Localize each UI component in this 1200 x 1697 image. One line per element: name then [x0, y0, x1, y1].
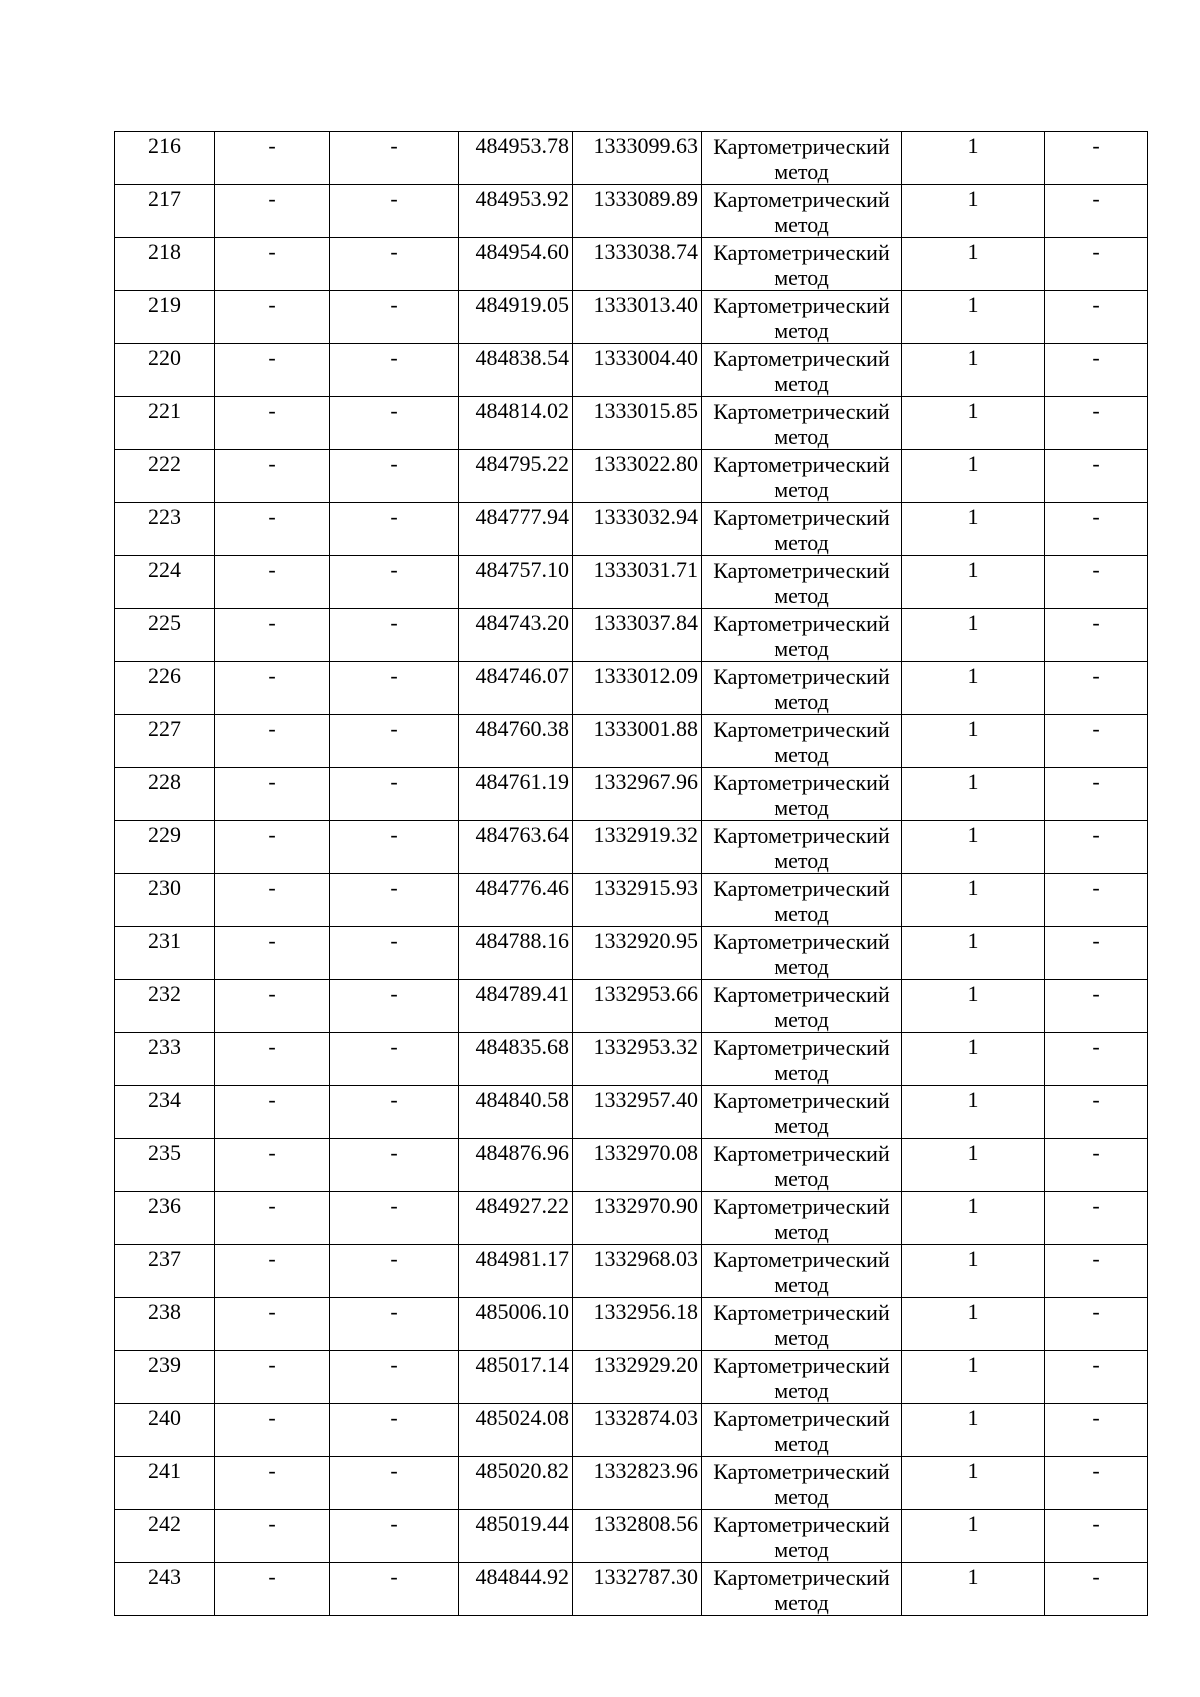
empty-value-cell: -: [215, 556, 330, 609]
empty-value-cell: -: [330, 1457, 459, 1510]
point-number-cell: 243: [115, 1563, 215, 1616]
table-row: [115, 1086, 1148, 1139]
table-row: [115, 344, 1148, 397]
accuracy-cell: 1: [902, 291, 1045, 344]
accuracy-cell: 1: [902, 980, 1045, 1033]
method-cell: Картометрический метод: [702, 1510, 902, 1563]
coordinate-y-cell: 1333001.88: [573, 715, 702, 768]
note-cell: -: [1045, 450, 1148, 503]
note-cell: -: [1045, 132, 1148, 185]
empty-value-cell: -: [215, 980, 330, 1033]
method-cell: Картометрический метод: [702, 1033, 902, 1086]
empty-value-cell: -: [330, 185, 459, 238]
method-cell: Картометрический метод: [702, 185, 902, 238]
coordinates-table: [114, 131, 1148, 1616]
empty-value-cell: -: [330, 1139, 459, 1192]
empty-value-cell: -: [215, 715, 330, 768]
coordinate-y-cell: 1333004.40: [573, 344, 702, 397]
accuracy-cell: 1: [902, 715, 1045, 768]
note-cell: -: [1045, 1404, 1148, 1457]
table-row: [115, 821, 1148, 874]
accuracy-cell: 1: [902, 1139, 1045, 1192]
coordinate-x-cell: 484981.17: [459, 1245, 573, 1298]
accuracy-cell: 1: [902, 397, 1045, 450]
note-cell: -: [1045, 927, 1148, 980]
table-row: [115, 1139, 1148, 1192]
empty-value-cell: -: [330, 768, 459, 821]
empty-value-cell: -: [330, 450, 459, 503]
accuracy-cell: 1: [902, 1192, 1045, 1245]
coordinate-y-cell: 1333012.09: [573, 662, 702, 715]
method-cell: Картометрический метод: [702, 1298, 902, 1351]
accuracy-cell: 1: [902, 927, 1045, 980]
coordinate-x-cell: 484777.94: [459, 503, 573, 556]
method-cell: Картометрический метод: [702, 1086, 902, 1139]
coordinate-x-cell: 484844.92: [459, 1563, 573, 1616]
point-number-cell: 232: [115, 980, 215, 1033]
coordinate-y-cell: 1332808.56: [573, 1510, 702, 1563]
note-cell: -: [1045, 238, 1148, 291]
coordinate-x-cell: 484789.41: [459, 980, 573, 1033]
empty-value-cell: -: [215, 1457, 330, 1510]
note-cell: -: [1045, 291, 1148, 344]
table-row: [115, 1351, 1148, 1404]
empty-value-cell: -: [215, 768, 330, 821]
accuracy-cell: 1: [902, 344, 1045, 397]
empty-value-cell: -: [330, 821, 459, 874]
coordinate-y-cell: 1333032.94: [573, 503, 702, 556]
table-row: [115, 503, 1148, 556]
empty-value-cell: -: [330, 609, 459, 662]
empty-value-cell: -: [330, 1404, 459, 1457]
empty-value-cell: -: [330, 1351, 459, 1404]
method-cell: Картометрический метод: [702, 1404, 902, 1457]
coordinate-y-cell: 1333031.71: [573, 556, 702, 609]
table-row: [115, 662, 1148, 715]
method-cell: Картометрический метод: [702, 291, 902, 344]
coordinate-y-cell: 1333015.85: [573, 397, 702, 450]
point-number-cell: 226: [115, 662, 215, 715]
empty-value-cell: -: [330, 238, 459, 291]
point-number-cell: 231: [115, 927, 215, 980]
method-cell: Картометрический метод: [702, 715, 902, 768]
coordinate-y-cell: 1332919.32: [573, 821, 702, 874]
coordinate-y-cell: 1332915.93: [573, 874, 702, 927]
point-number-cell: 230: [115, 874, 215, 927]
table-row: [115, 874, 1148, 927]
empty-value-cell: -: [330, 503, 459, 556]
point-number-cell: 227: [115, 715, 215, 768]
table-row: [115, 1457, 1148, 1510]
point-number-cell: 217: [115, 185, 215, 238]
coordinate-y-cell: 1332787.30: [573, 1563, 702, 1616]
empty-value-cell: -: [330, 132, 459, 185]
table-row: [115, 185, 1148, 238]
table-row: [115, 556, 1148, 609]
accuracy-cell: 1: [902, 1298, 1045, 1351]
coordinate-y-cell: 1332823.96: [573, 1457, 702, 1510]
note-cell: -: [1045, 1563, 1148, 1616]
empty-value-cell: -: [215, 1298, 330, 1351]
accuracy-cell: 1: [902, 1245, 1045, 1298]
point-number-cell: 228: [115, 768, 215, 821]
coordinate-x-cell: 484835.68: [459, 1033, 573, 1086]
method-cell: Картометрический метод: [702, 1457, 902, 1510]
method-cell: Картометрический метод: [702, 1351, 902, 1404]
coordinate-x-cell: 484927.22: [459, 1192, 573, 1245]
empty-value-cell: -: [330, 662, 459, 715]
note-cell: -: [1045, 1298, 1148, 1351]
accuracy-cell: 1: [902, 1086, 1045, 1139]
table-row: [115, 238, 1148, 291]
accuracy-cell: 1: [902, 609, 1045, 662]
empty-value-cell: -: [215, 185, 330, 238]
note-cell: -: [1045, 397, 1148, 450]
table-row: [115, 1298, 1148, 1351]
empty-value-cell: -: [330, 556, 459, 609]
empty-value-cell: -: [330, 1086, 459, 1139]
empty-value-cell: -: [330, 291, 459, 344]
accuracy-cell: 1: [902, 1351, 1045, 1404]
method-cell: Картометрический метод: [702, 980, 902, 1033]
coordinate-y-cell: 1333013.40: [573, 291, 702, 344]
point-number-cell: 218: [115, 238, 215, 291]
table-row: [115, 132, 1148, 185]
coordinate-y-cell: 1333037.84: [573, 609, 702, 662]
note-cell: -: [1045, 609, 1148, 662]
empty-value-cell: -: [215, 450, 330, 503]
point-number-cell: 238: [115, 1298, 215, 1351]
point-number-cell: 225: [115, 609, 215, 662]
point-number-cell: 224: [115, 556, 215, 609]
empty-value-cell: -: [330, 1245, 459, 1298]
empty-value-cell: -: [215, 1404, 330, 1457]
empty-value-cell: -: [330, 1192, 459, 1245]
note-cell: -: [1045, 344, 1148, 397]
coordinate-x-cell: 485020.82: [459, 1457, 573, 1510]
table-row: [115, 450, 1148, 503]
accuracy-cell: 1: [902, 1510, 1045, 1563]
accuracy-cell: 1: [902, 1563, 1045, 1616]
note-cell: -: [1045, 503, 1148, 556]
method-cell: Картометрический метод: [702, 397, 902, 450]
coordinate-x-cell: 485006.10: [459, 1298, 573, 1351]
coordinate-y-cell: 1333038.74: [573, 238, 702, 291]
coordinate-x-cell: 484919.05: [459, 291, 573, 344]
coordinate-x-cell: 484840.58: [459, 1086, 573, 1139]
coordinate-y-cell: 1333099.63: [573, 132, 702, 185]
coordinate-x-cell: 484757.10: [459, 556, 573, 609]
coordinate-x-cell: 484746.07: [459, 662, 573, 715]
coordinate-y-cell: 1332874.03: [573, 1404, 702, 1457]
note-cell: -: [1045, 662, 1148, 715]
coordinate-x-cell: 485019.44: [459, 1510, 573, 1563]
table-row: [115, 715, 1148, 768]
coordinate-x-cell: 484953.92: [459, 185, 573, 238]
empty-value-cell: -: [215, 1563, 330, 1616]
note-cell: -: [1045, 556, 1148, 609]
empty-value-cell: -: [215, 238, 330, 291]
empty-value-cell: -: [215, 1245, 330, 1298]
method-cell: Картометрический метод: [702, 450, 902, 503]
table-row: [115, 1192, 1148, 1245]
method-cell: Картометрический метод: [702, 609, 902, 662]
empty-value-cell: -: [330, 397, 459, 450]
point-number-cell: 219: [115, 291, 215, 344]
empty-value-cell: -: [330, 1563, 459, 1616]
coordinate-x-cell: 484776.46: [459, 874, 573, 927]
method-cell: Картометрический метод: [702, 1192, 902, 1245]
coordinate-x-cell: 484743.20: [459, 609, 573, 662]
accuracy-cell: 1: [902, 662, 1045, 715]
coordinate-x-cell: 484788.16: [459, 927, 573, 980]
coordinate-y-cell: 1332953.66: [573, 980, 702, 1033]
point-number-cell: 222: [115, 450, 215, 503]
method-cell: Картометрический метод: [702, 1563, 902, 1616]
coordinate-y-cell: 1332957.40: [573, 1086, 702, 1139]
point-number-cell: 240: [115, 1404, 215, 1457]
coordinate-x-cell: 484795.22: [459, 450, 573, 503]
coordinate-y-cell: 1333089.89: [573, 185, 702, 238]
empty-value-cell: -: [330, 1510, 459, 1563]
method-cell: Картометрический метод: [702, 927, 902, 980]
table-row: [115, 980, 1148, 1033]
empty-value-cell: -: [215, 344, 330, 397]
empty-value-cell: -: [330, 1033, 459, 1086]
note-cell: -: [1045, 1351, 1148, 1404]
point-number-cell: 229: [115, 821, 215, 874]
note-cell: -: [1045, 1139, 1148, 1192]
point-number-cell: 234: [115, 1086, 215, 1139]
coordinate-y-cell: 1332953.32: [573, 1033, 702, 1086]
table-row: [115, 609, 1148, 662]
empty-value-cell: -: [330, 715, 459, 768]
method-cell: Картометрический метод: [702, 768, 902, 821]
empty-value-cell: -: [215, 1510, 330, 1563]
note-cell: -: [1045, 1033, 1148, 1086]
point-number-cell: 235: [115, 1139, 215, 1192]
point-number-cell: 221: [115, 397, 215, 450]
method-cell: Картометрический метод: [702, 556, 902, 609]
empty-value-cell: -: [330, 927, 459, 980]
coordinate-y-cell: 1333022.80: [573, 450, 702, 503]
note-cell: -: [1045, 715, 1148, 768]
empty-value-cell: -: [330, 980, 459, 1033]
point-number-cell: 216: [115, 132, 215, 185]
point-number-cell: 236: [115, 1192, 215, 1245]
table-row: [115, 291, 1148, 344]
empty-value-cell: -: [215, 291, 330, 344]
point-number-cell: 223: [115, 503, 215, 556]
table-row: [115, 927, 1148, 980]
table-row: [115, 1033, 1148, 1086]
accuracy-cell: 1: [902, 821, 1045, 874]
method-cell: Картометрический метод: [702, 344, 902, 397]
point-number-cell: 233: [115, 1033, 215, 1086]
note-cell: -: [1045, 1192, 1148, 1245]
coordinate-x-cell: 484953.78: [459, 132, 573, 185]
coordinate-x-cell: 484814.02: [459, 397, 573, 450]
method-cell: Картометрический метод: [702, 662, 902, 715]
accuracy-cell: 1: [902, 503, 1045, 556]
coordinate-y-cell: 1332956.18: [573, 1298, 702, 1351]
method-cell: Картометрический метод: [702, 503, 902, 556]
method-cell: Картометрический метод: [702, 1245, 902, 1298]
accuracy-cell: 1: [902, 768, 1045, 821]
empty-value-cell: -: [215, 1192, 330, 1245]
accuracy-cell: 1: [902, 1033, 1045, 1086]
note-cell: -: [1045, 874, 1148, 927]
point-number-cell: 237: [115, 1245, 215, 1298]
empty-value-cell: -: [215, 1351, 330, 1404]
table-row: [115, 1510, 1148, 1563]
coordinate-x-cell: 484763.64: [459, 821, 573, 874]
accuracy-cell: 1: [902, 450, 1045, 503]
empty-value-cell: -: [215, 662, 330, 715]
table-row: [115, 1563, 1148, 1616]
accuracy-cell: 1: [902, 238, 1045, 291]
point-number-cell: 241: [115, 1457, 215, 1510]
empty-value-cell: -: [330, 1298, 459, 1351]
method-cell: Картометрический метод: [702, 238, 902, 291]
coordinate-y-cell: 1332929.20: [573, 1351, 702, 1404]
table-row: [115, 768, 1148, 821]
empty-value-cell: -: [330, 874, 459, 927]
empty-value-cell: -: [215, 927, 330, 980]
note-cell: -: [1045, 185, 1148, 238]
note-cell: -: [1045, 821, 1148, 874]
coordinate-y-cell: 1332970.08: [573, 1139, 702, 1192]
accuracy-cell: 1: [902, 185, 1045, 238]
empty-value-cell: -: [215, 1139, 330, 1192]
coordinate-x-cell: 484761.19: [459, 768, 573, 821]
empty-value-cell: -: [215, 874, 330, 927]
method-cell: Картометрический метод: [702, 132, 902, 185]
note-cell: -: [1045, 1086, 1148, 1139]
coordinate-x-cell: 485024.08: [459, 1404, 573, 1457]
accuracy-cell: 1: [902, 1404, 1045, 1457]
coordinate-y-cell: 1332970.90: [573, 1192, 702, 1245]
accuracy-cell: 1: [902, 1457, 1045, 1510]
accuracy-cell: 1: [902, 132, 1045, 185]
coordinate-x-cell: 485017.14: [459, 1351, 573, 1404]
point-number-cell: 239: [115, 1351, 215, 1404]
point-number-cell: 242: [115, 1510, 215, 1563]
empty-value-cell: -: [215, 609, 330, 662]
empty-value-cell: -: [215, 1086, 330, 1139]
empty-value-cell: -: [215, 397, 330, 450]
empty-value-cell: -: [330, 344, 459, 397]
coordinate-y-cell: 1332968.03: [573, 1245, 702, 1298]
note-cell: -: [1045, 1510, 1148, 1563]
empty-value-cell: -: [215, 821, 330, 874]
coordinate-x-cell: 484838.54: [459, 344, 573, 397]
accuracy-cell: 1: [902, 874, 1045, 927]
coordinate-x-cell: 484876.96: [459, 1139, 573, 1192]
method-cell: Картометрический метод: [702, 821, 902, 874]
note-cell: -: [1045, 1245, 1148, 1298]
note-cell: -: [1045, 1457, 1148, 1510]
coordinate-y-cell: 1332920.95: [573, 927, 702, 980]
table-row: [115, 397, 1148, 450]
table-row: [115, 1404, 1148, 1457]
empty-value-cell: -: [215, 503, 330, 556]
table-row: [115, 1245, 1148, 1298]
empty-value-cell: -: [215, 132, 330, 185]
coordinate-x-cell: 484760.38: [459, 715, 573, 768]
point-number-cell: 220: [115, 344, 215, 397]
coordinate-x-cell: 484954.60: [459, 238, 573, 291]
table-body: [115, 132, 1148, 1616]
note-cell: -: [1045, 980, 1148, 1033]
accuracy-cell: 1: [902, 556, 1045, 609]
note-cell: -: [1045, 768, 1148, 821]
method-cell: Картометрический метод: [702, 1139, 902, 1192]
empty-value-cell: -: [215, 1033, 330, 1086]
coordinate-y-cell: 1332967.96: [573, 768, 702, 821]
method-cell: Картометрический метод: [702, 874, 902, 927]
